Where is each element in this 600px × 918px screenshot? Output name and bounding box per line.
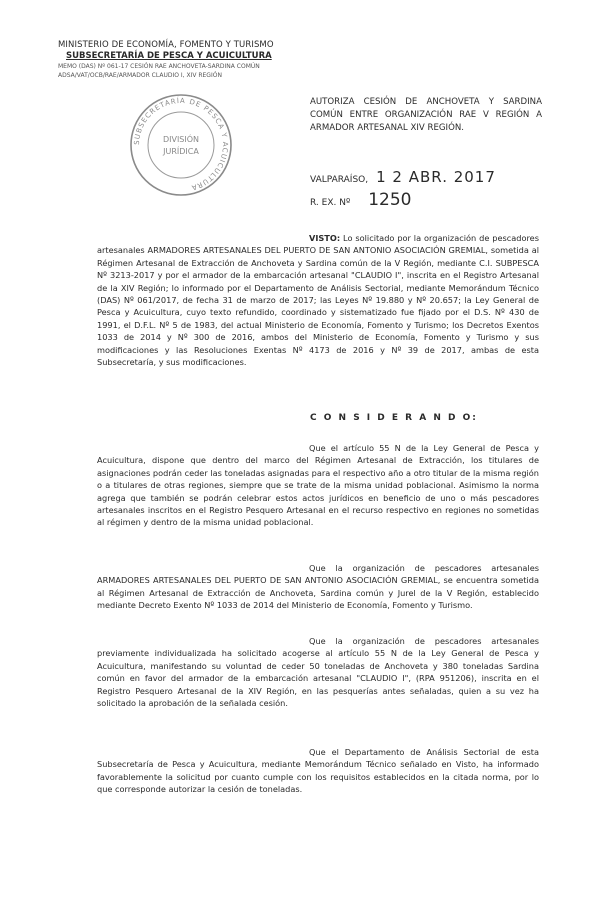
resolution-number [310,190,411,210]
svg-text:JURÍDICA: JURÍDICA [163,147,199,156]
ministry-name: MINISTERIO DE ECONOMÍA, FOMENTO Y TURISMO [58,40,274,50]
memo-reference: MEMO (DAS) Nº 061-17 CESIÓN RAE ANCHOVETA-SARDINA COMÚN [58,63,260,70]
considerando-heading: C O N S I D E R A N D O: [310,413,478,423]
initials-reference: ADSA/VAT/OCB/RAE/ARMADOR CLAUDIO I, XIV REGIÓN [58,72,222,79]
visto-label: VISTO: [309,233,341,243]
considerando-paragraph-3: Que la organización de pescadores artesanales previamente individualizada ha solicitado acogerse al artículo 55 N de la Ley General de Pesca y Acuicultura, manifestando su voluntad de ceder 50 toneladas de Anchoveta y 380 toneladas Sardina común en favor del armador de la embarcación artesanal "CLAUDIO I", (RPA 951206), inscrita en el Registro Pesquero Artesanal de la XIV Región, en las pesquerías antes señaladas, quien a su vez ha solicitado la aprobación de la señalada cesión. [97,636,539,709]
visto-paragraph [97,232,539,368]
svg-text:SUBSECRETARÍA DE PESCA Y ACUIC: SUBSECRETARÍA DE PESCA Y ACUICULTURA [132,96,230,192]
resolution-title: AUTORIZA CESIÓN DE ANCHOVETA Y SARDINA COMÚN ENTRE ORGANIZACIÓN RAE V REGIÓN A ARMADOR ARTESANAL XIV REGIÓN. [310,97,542,133]
date-place: VALPARAÍSO, [310,175,369,185]
resolution-label: R. EX. Nº [310,198,351,208]
resolution-value: 1250 [368,190,412,210]
visto-text: Lo solicitado por la organización de pescadores artesanales ARMADORES ARTESANALES DEL PUERTO DE SAN ANTONIO ASOCIACIÓN GREMIAL, sometida al Régimen Artesanal de Extracción de Anchoveta y Sardina común de la V Región, mediante C.I. SUBPESCA Nº 3213-2017 y por el armador de la embarcación artesanal "CLAUDIO I", inscrita en el Registro Artesanal de la XIV Región; lo informado por el Departamento de Análisis Sectorial, mediante Memorándum Técnico (DAS) Nº 061/2017, de fecha 31 de marzo de 2017; las Leyes Nº 19.880 y Nº 20.657; la Ley General de Pesca y Acuicultura, cuyo texto refundido, coordinado y sistematizado fue fijado por el D.S. Nº 430 de 1991, el D.F.L. Nº 5 de 1983, del actual Ministerio de Economía, Fomento y Turismo; los Decretos Exentos 1033 de 2014 y Nº 300 de 2016, ambos del Ministerio de Economía, Fomento y Turismo y sus modificaciones y las Resoluciones Exentas Nº 4173 de 2016 y Nº 39 de 2017, ambas de esta Subsecretaría, y sus modificaciones. [97,233,539,368]
letterhead [58,40,288,80]
considerando-paragraph-2: Que la organización de pescadores artesanales ARMADORES ARTESANALES DEL PUERTO DE SAN ANTONIO ASOCIACIÓN GREMIAL, se encuentra sometida al Régimen Artesanal de Extracción de Anchoveta, Sardina común y Jurel de la V Región, establecido mediante Decreto Exento Nº 1033 de 2014 del Ministerio de Economía, Fomento y Turismo. [97,563,539,611]
resolution-date [310,168,496,186]
subsecretariat-name: SUBSECRETARÍA DE PESCA Y ACUICULTURA [66,51,272,61]
date-value: 1 2 ABR. 2017 [376,168,496,186]
considerando-paragraph-1: Que el artículo 55 N de la Ley General de Pesca y Acuicultura, dispone que dentro del marco del Régimen Artesanal de Extracción, los titulares de asignaciones podrán ceder las toneladas asignadas para el respectivo año a otro titular de la misma región o a titulares de otras regiones, siempre que se trate de la misma unidad poblacional. Asimismo la norma agrega que también se podrán celebrar estos actos jurídicos en beneficio de uno o más pescadores artesanales inscritos en el Registro Pesquero Artesanal en el recurso respectivo en regiones no sometidas al régimen y dentro de la misma unidad poblacional. [97,443,539,528]
juridica-seal-stamp [122,86,240,204]
considerando-paragraph-4: Que el Departamento de Análisis Sectorial de esta Subsecretaría de Pesca y Acuicultura, mediante Memorándum Técnico señalado en Visto, ha informado favorablemente la solicitud por cuanto cumple con los requisitos establecidos en la citada norma, por lo que corresponde autorizar la cesión de toneladas. [97,747,539,795]
svg-text:DIVISIÓN: DIVISIÓN [162,135,200,144]
